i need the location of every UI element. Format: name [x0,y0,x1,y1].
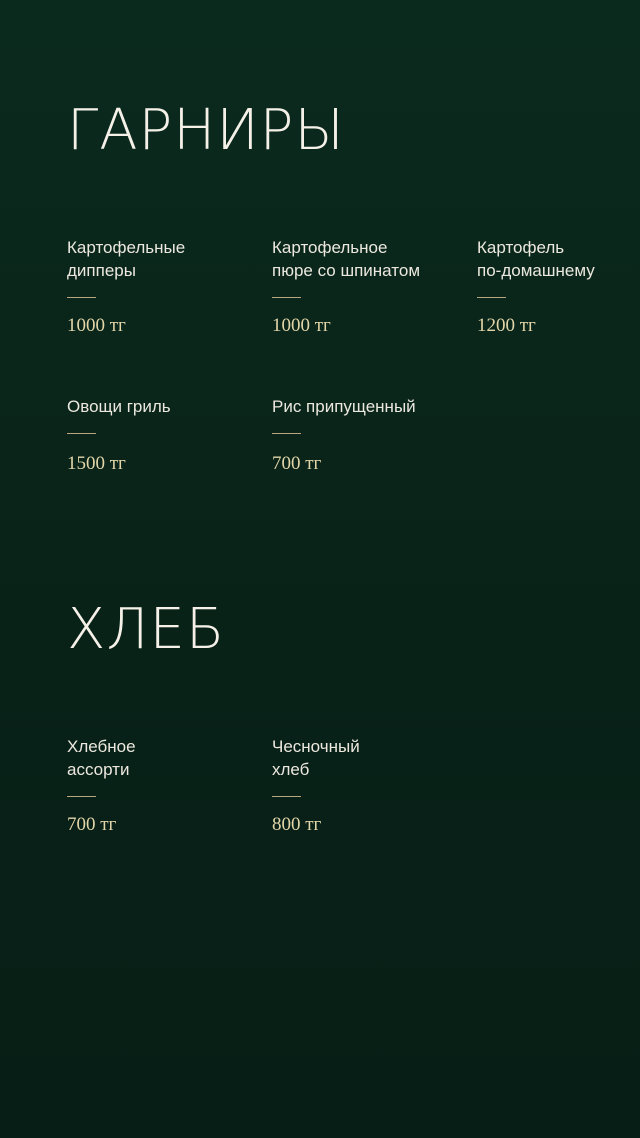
menu-item-price: 1000 тг [67,315,126,336]
menu-item [67,236,247,336]
menu-item [477,236,627,336]
menu-item-divider [67,796,96,797]
menu-item-divider [272,297,301,298]
menu-item-name: Хлебное ассорти [67,737,136,779]
menu-item-price: 800 тг [272,814,322,835]
menu-item-name: Картофельные дипперы [67,238,186,280]
menu-item-divider [272,796,301,797]
menu-item-price: 700 тг [67,814,117,835]
menu-item-price: 1500 тг [67,453,126,474]
menu-item-name: Картофельное пюре со шпинатом [272,238,421,280]
menu-item-divider [272,433,301,434]
section-title: ХЛЕБ [67,597,226,662]
menu-item-divider [477,297,506,298]
menu-item [272,395,452,474]
menu-item [272,735,452,835]
menu-item [67,395,247,474]
menu-item-price: 1200 тг [477,315,536,336]
section-garnishes [67,98,627,474]
menu-item-name: Овощи гриль [67,397,171,416]
menu-item [272,236,452,336]
menu-item [67,735,247,835]
menu-item-price: 700 тг [272,453,322,474]
menu-item-divider [67,433,96,434]
menu-item-divider [67,297,96,298]
menu-item-name: Рис припущенный [272,397,416,416]
menu-item-price: 1000 тг [272,315,331,336]
menu-item-name: Чесночный хлеб [272,737,360,779]
section-bread [67,597,627,835]
menu-item-name: Картофель по-домашнему [477,238,595,280]
section-title: ГАРНИРЫ [67,98,345,163]
